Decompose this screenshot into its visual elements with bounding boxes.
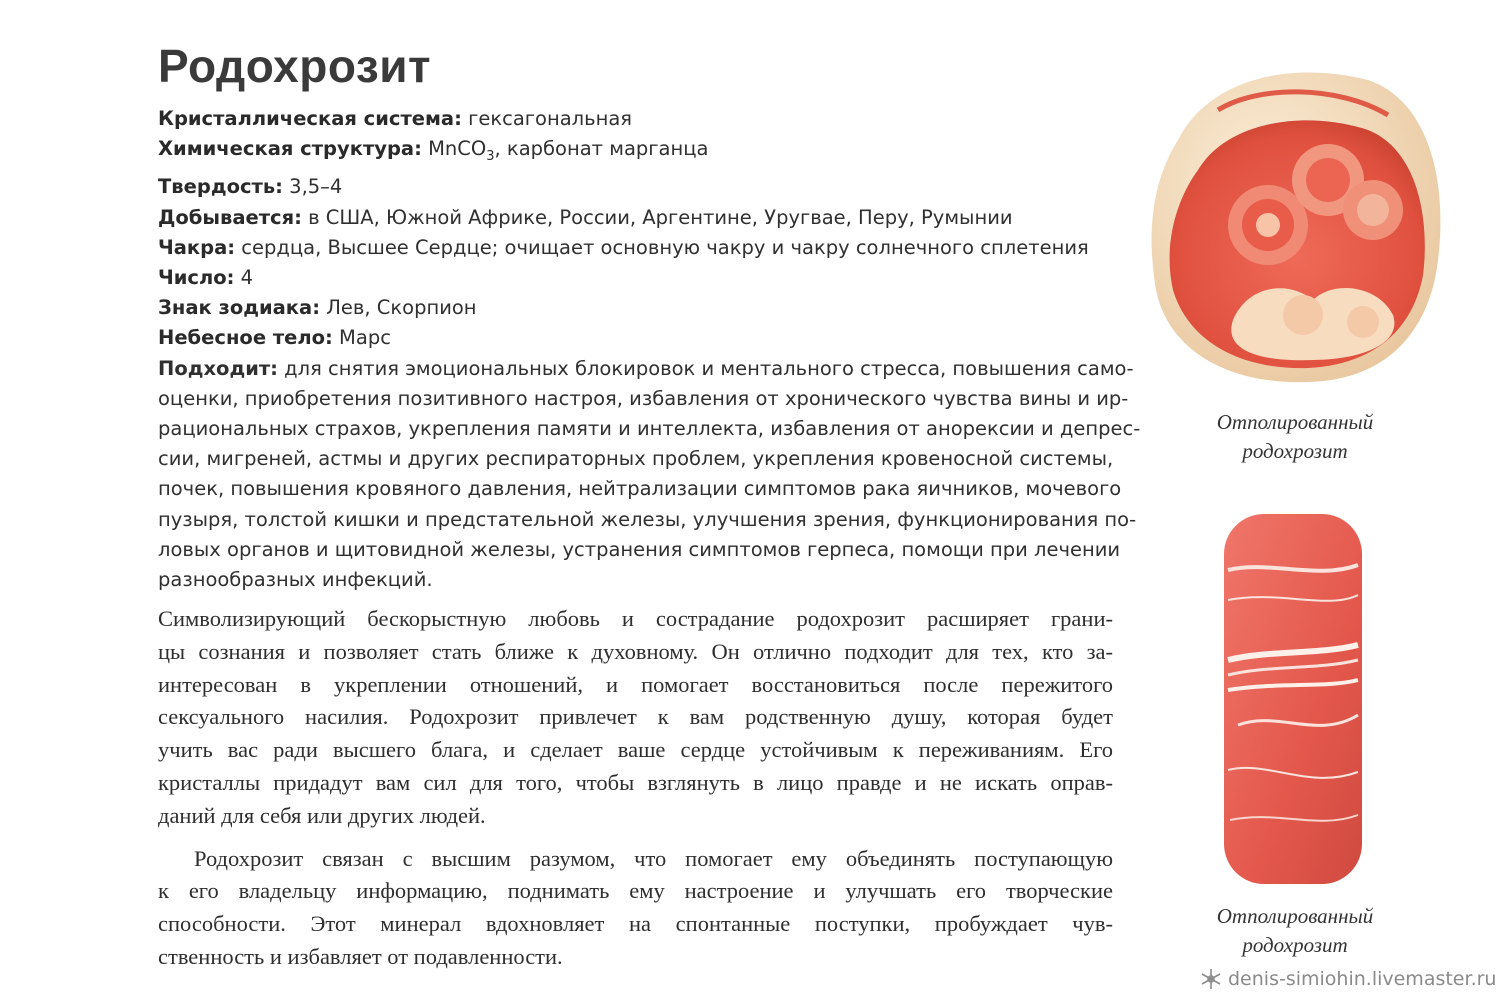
watermark: denis-simiohin.livemaster.ru [1200,968,1496,990]
properties-list [158,104,1141,595]
property-chakra: Чакра: сердца, Высшее Сердце; очищает основную чакру и чакру солнечного сплетения [158,235,1089,259]
polished-rhodochrosite-image-1 [1138,60,1448,390]
paragraph-1: Символизирующий бескорыстную любовь и сострадание родохрозит расширяет грани- цы сознания и позволяет стать ближе к духовному. Он отлично подходит для тех, кто за- интересован в укреплении отношений, и помогает восстановиться после пережитого сексуального насилия. Родохрозит привлечет к вам родственную душу, которая будет учить вас ради высшего блага, и сделает ваше сердце устойчивым к переживаниям. Его кристаллы придадут вам сил для того, чтобы взглянуть в лицо правде и не искать оправ- даний для себя или других людей. [158,606,1113,828]
property-celestial-body: Небесное тело: Марс [158,326,391,350]
property-mined-in: Добывается: в США, Южной Африке, России, Аргентине, Уругвае, Перу, Румынии [158,205,1013,229]
property-hardness: Твердость: 3,5–4 [158,175,343,199]
body-text [158,603,1113,974]
property-suits: Подходит: для снятия эмоциональных блокировок и ментального стресса, повышения само- оценки, приобретения позитивного настроя, избавления от хронического чувства вины и ир- рациональных страхов, укрепления памяти и интеллекта, избавления от анорексии и депрес- сии, мигреней, астмы и других респираторных проблем, укрепления кровеносной системы, почек, повышения кровяного давления, нейтрализации симптомов рака яичников, мочевого пузыря, толстой кишки и предстательной железы, улучшения зрения, функционирования по- ловых органов и щитовидной железы, устранения симптомов герпеса, помощи при лечении разнообразных инфекций. [158,356,1141,591]
paragraph-2: Родохрозит связан с высшим разумом, что помогает ему объединять поступающую к его владельцу информацию, поднимать ему настроение и улучшать его творческие способности. Этот минерал вдохновляет на спонтанные поступки, пробуждает чув- ственность и избавляет от подавленности. [158,845,1113,969]
property-number: Число: 4 [158,265,254,289]
snowflake-icon [1200,968,1222,990]
polished-rhodochrosite-image-2 [1218,510,1368,890]
property-chemical-structure: Химическая структура: MnCO$_3$, карбонат марганца [158,137,709,165]
property-zodiac: Знак зодиака: Лев, Скорпион [158,296,477,320]
property-crystal-system: Кристаллическая система: гексагональная [158,107,633,130]
caption-image-1: Отполированный родохрозит [1216,410,1374,463]
page-title: Родохрозит [158,40,432,92]
caption-image-2: Отполированный родохрозит [1216,904,1374,957]
